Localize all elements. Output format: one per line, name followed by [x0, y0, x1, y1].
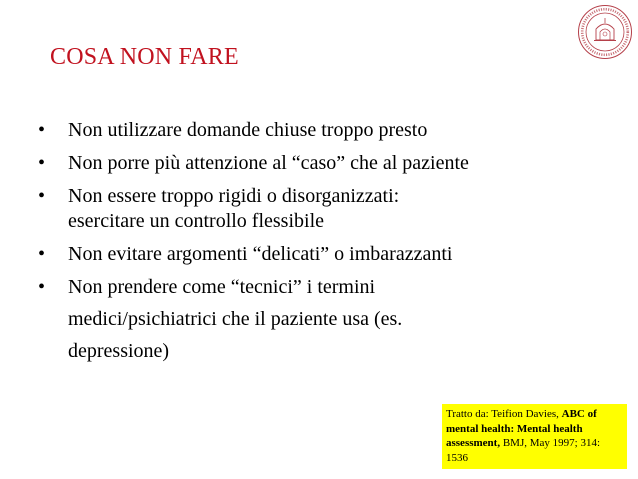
bullet-item [38, 275, 608, 364]
slide-title: COSA NON FARE [50, 44, 239, 70]
bullet-text: Non prendere come “tecnici” i termini [68, 276, 376, 298]
bullet-item [38, 242, 608, 267]
citation-prefix: Tratto da: Teifion Davies, [446, 408, 562, 420]
bullet-text: Non evitare argomenti “delicati” o imbarazzanti [68, 243, 453, 265]
bullet-text: Non utilizzare domande chiuse troppo presto [68, 119, 428, 141]
bullet-marker: • [38, 276, 46, 298]
bullet-marker: • [38, 243, 46, 265]
citation-suffix: BMJ, May 1997; 314: 1536 [446, 437, 601, 464]
citation-title: ABC of mental health: Mental health assessment, [446, 408, 597, 449]
bullet-text-continuation: medici/psichiatrici che il paziente usa (es. [68, 308, 403, 330]
bullet-item [38, 184, 608, 234]
university-seal-icon [577, 4, 633, 60]
citation-box [442, 404, 627, 469]
bullet-marker: • [38, 185, 46, 207]
bullet-item [38, 118, 608, 143]
bullet-item [38, 151, 608, 176]
bullet-text-continuation: esercitare un controllo flessibile [68, 210, 325, 232]
bullet-text-continuation: depressione) [68, 340, 170, 362]
bullet-marker: • [38, 119, 46, 141]
bullet-text: Non essere troppo rigidi o disorganizzati: [68, 185, 400, 207]
bullet-list [38, 118, 608, 372]
bullet-marker: • [38, 152, 46, 174]
bullet-text: Non porre più attenzione al “caso” che al paziente [68, 152, 469, 174]
